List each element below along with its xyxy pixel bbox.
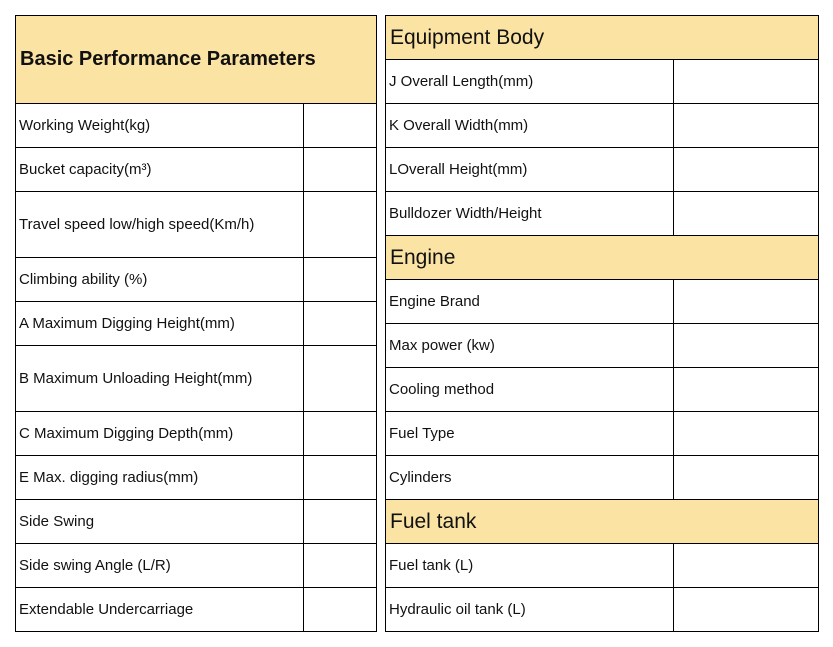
row-label-fuel-tank: Fuel tank (L) <box>386 544 674 588</box>
value-cell-hydraulic-oil-tank[interactable] <box>674 588 819 632</box>
value-cell-overall-length[interactable] <box>674 60 819 104</box>
value-cell-max-digging-depth[interactable] <box>304 412 377 456</box>
row-label-max-power: Max power (kw) <box>386 324 674 368</box>
section-title-equipment-body: Equipment Body <box>386 16 819 60</box>
section-title-fuel-tank: Fuel tank <box>386 500 819 544</box>
row-label-side-swing: Side Swing <box>16 500 304 544</box>
basic-performance-table <box>15 15 377 632</box>
row-label-max-digging-height: A Maximum Digging Height(mm) <box>16 302 304 346</box>
row-label-fuel-type: Fuel Type <box>386 412 674 456</box>
value-cell-bulldozer-width-height[interactable] <box>674 192 819 236</box>
row-label-max-unloading-height: B Maximum Unloading Height(mm) <box>16 346 304 412</box>
value-cell-fuel-tank[interactable] <box>674 544 819 588</box>
value-cell-engine-brand[interactable] <box>674 280 819 324</box>
row-label-bucket-capacity: Bucket capacity(m³) <box>16 148 304 192</box>
row-label-engine-brand: Engine Brand <box>386 280 674 324</box>
value-cell-overall-width[interactable] <box>674 104 819 148</box>
value-cell-travel-speed[interactable] <box>304 192 377 258</box>
row-label-travel-speed: Travel speed low/high speed(Km/h) <box>16 192 304 258</box>
row-label-overall-length: J Overall Length(mm) <box>386 60 674 104</box>
row-label-overall-height: LOverall Height(mm) <box>386 148 674 192</box>
value-cell-fuel-type[interactable] <box>674 412 819 456</box>
value-cell-side-swing[interactable] <box>304 500 377 544</box>
value-cell-max-digging-height[interactable] <box>304 302 377 346</box>
value-cell-max-unloading-height[interactable] <box>304 346 377 412</box>
section-title-engine: Engine <box>386 236 819 280</box>
row-label-extendable-undercarriage: Extendable Undercarriage <box>16 588 304 632</box>
equipment-specs-table <box>385 15 819 632</box>
row-label-working-weight: Working Weight(kg) <box>16 104 304 148</box>
value-cell-climbing-ability[interactable] <box>304 258 377 302</box>
value-cell-working-weight[interactable] <box>304 104 377 148</box>
row-label-cooling-method: Cooling method <box>386 368 674 412</box>
value-cell-overall-height[interactable] <box>674 148 819 192</box>
row-label-climbing-ability: Climbing ability (%) <box>16 258 304 302</box>
row-label-max-digging-radius: E Max. digging radius(mm) <box>16 456 304 500</box>
value-cell-max-digging-radius[interactable] <box>304 456 377 500</box>
row-label-max-digging-depth: C Maximum Digging Depth(mm) <box>16 412 304 456</box>
row-label-side-swing-angle: Side swing Angle (L/R) <box>16 544 304 588</box>
row-label-cylinders: Cylinders <box>386 456 674 500</box>
value-cell-cooling-method[interactable] <box>674 368 819 412</box>
value-cell-bucket-capacity[interactable] <box>304 148 377 192</box>
row-label-overall-width: K Overall Width(mm) <box>386 104 674 148</box>
value-cell-cylinders[interactable] <box>674 456 819 500</box>
row-label-bulldozer-width-height: Bulldozer Width/Height <box>386 192 674 236</box>
value-cell-max-power[interactable] <box>674 324 819 368</box>
value-cell-extendable-undercarriage[interactable] <box>304 588 377 632</box>
value-cell-side-swing-angle[interactable] <box>304 544 377 588</box>
basic-performance-title: Basic Performance Parameters <box>16 16 377 104</box>
row-label-hydraulic-oil-tank: Hydraulic oil tank (L) <box>386 588 674 632</box>
